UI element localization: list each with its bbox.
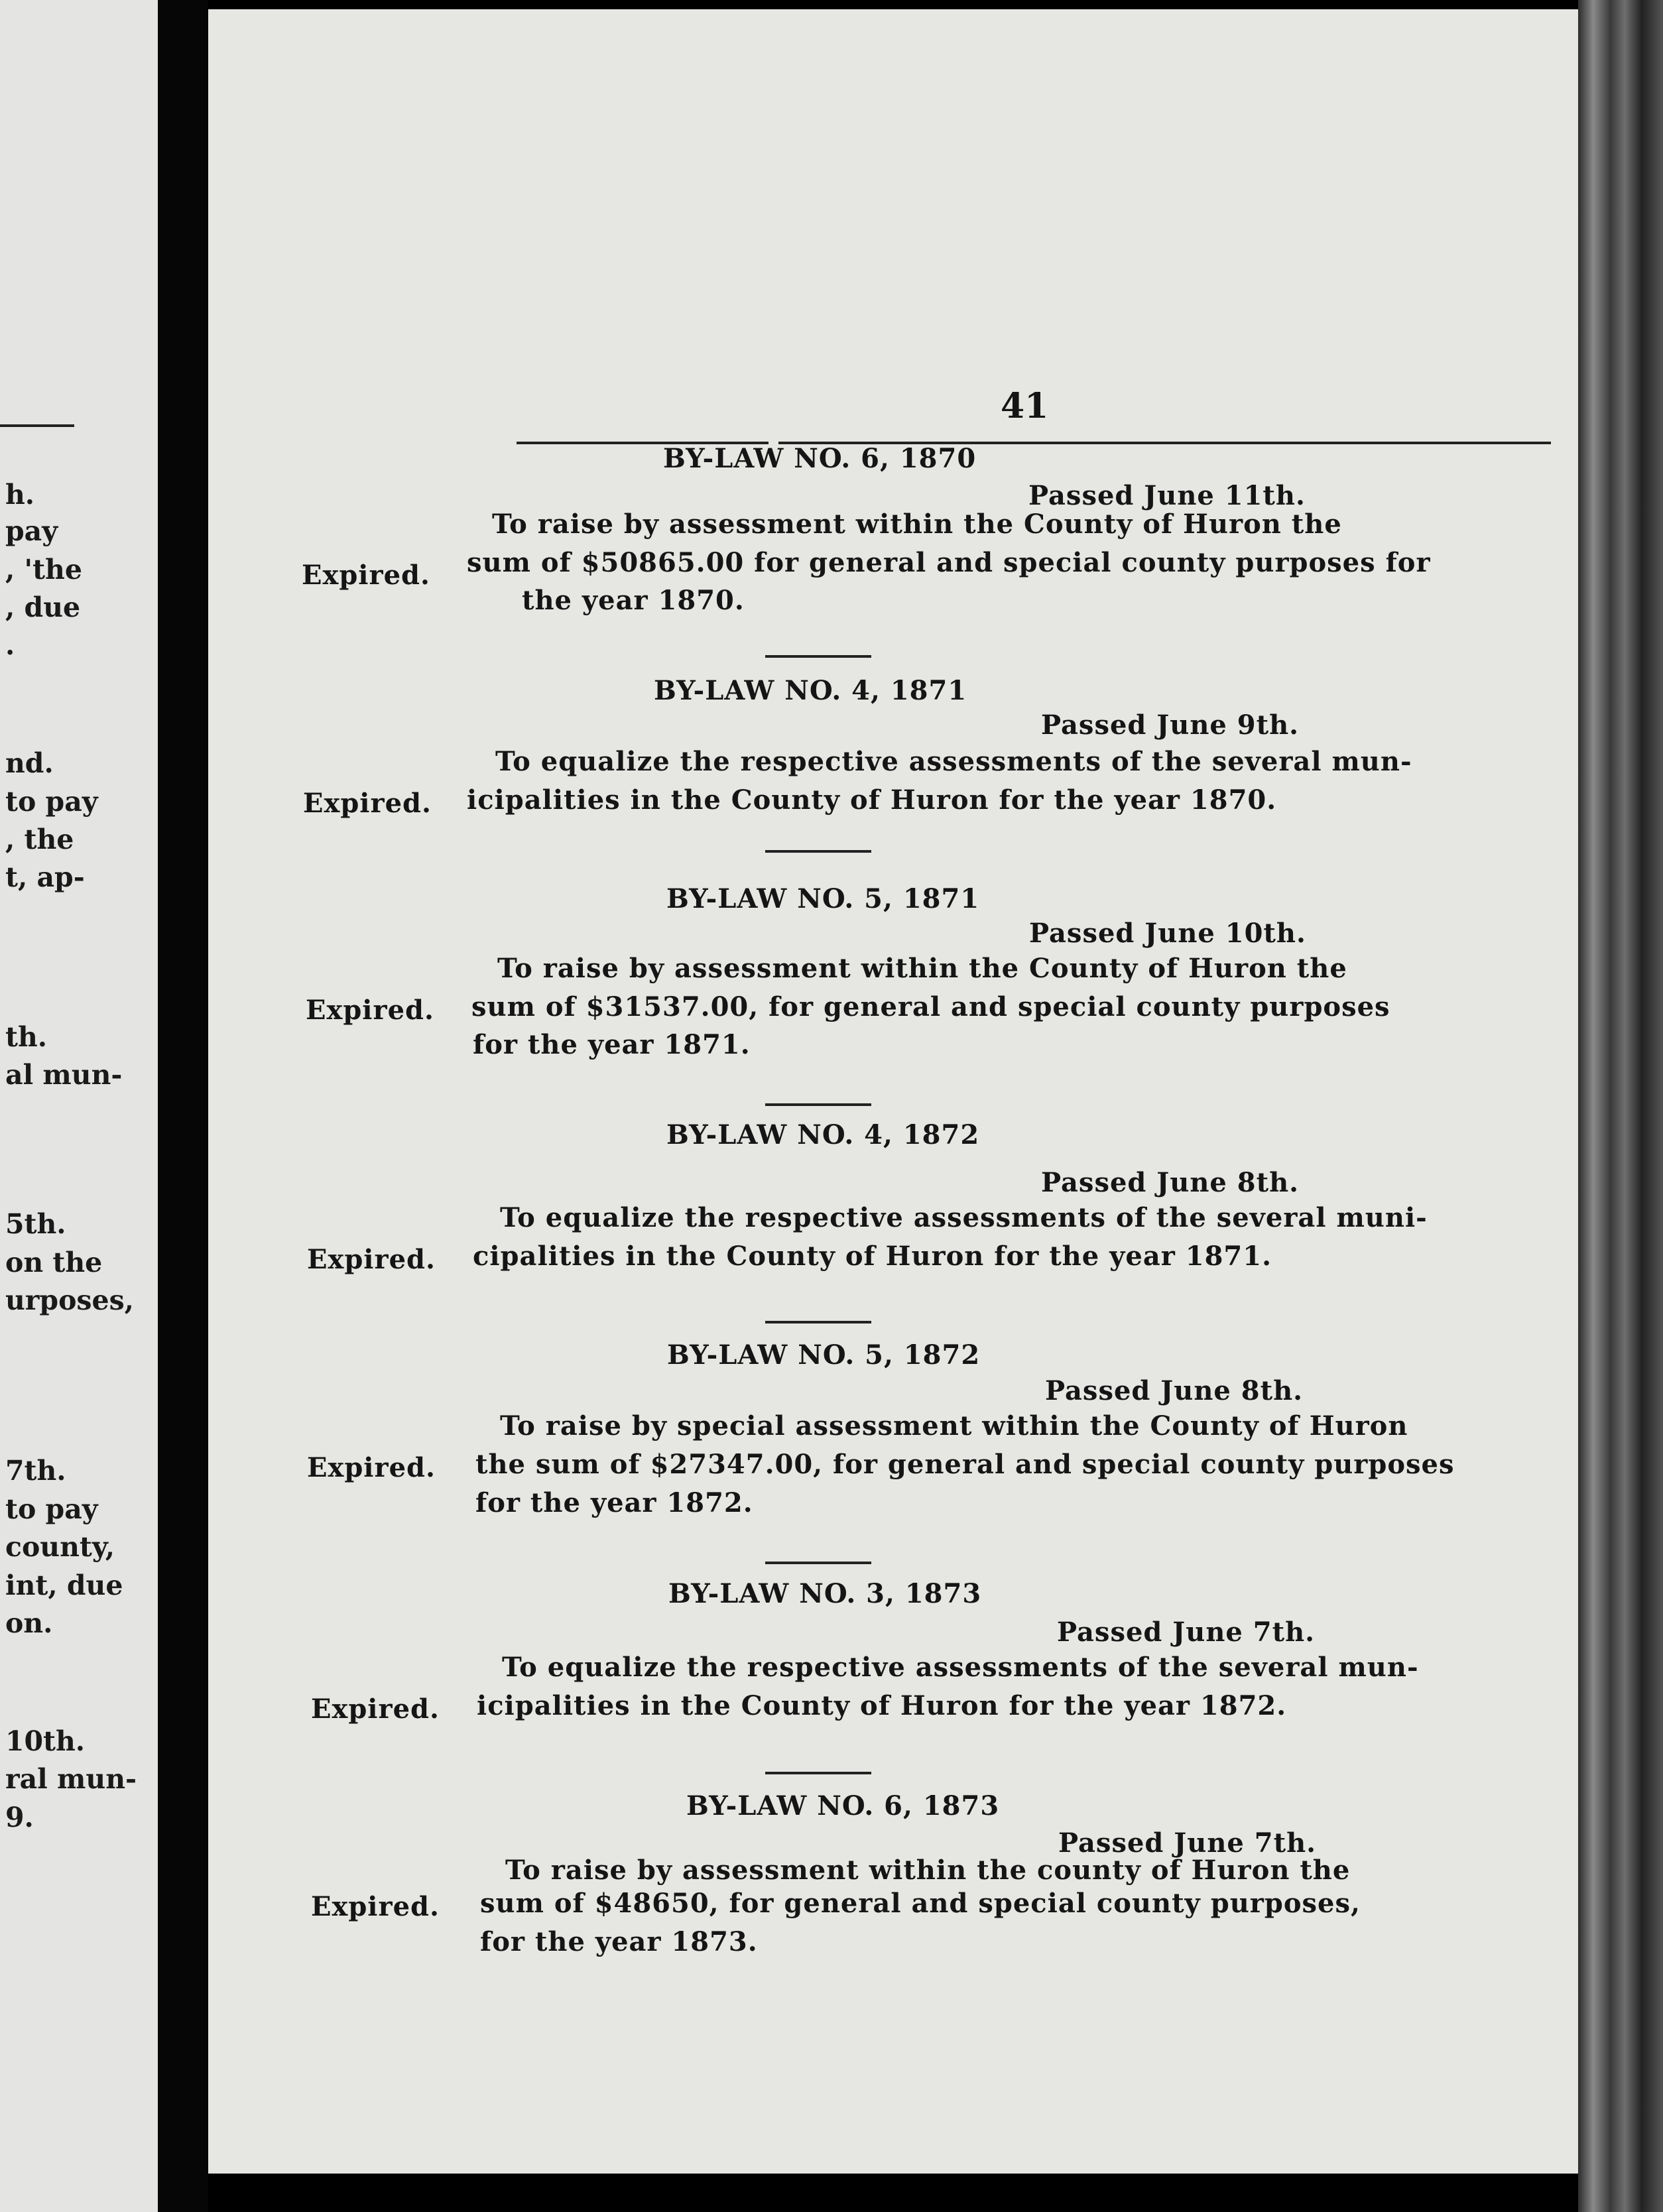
description-line: To raise by assessment within the County of Huron the bbox=[497, 953, 1347, 984]
description-line: To raise by special assessment within the County of Huron bbox=[500, 1410, 1408, 1442]
facing-page-fragment: int, due bbox=[5, 1569, 123, 1601]
facing-page-fragment: urposes, bbox=[5, 1284, 134, 1316]
status-label: Expired. bbox=[302, 560, 430, 591]
description-line: the year 1870. bbox=[522, 585, 745, 616]
facing-page-fragment: , the bbox=[5, 824, 74, 855]
description-line: To raise by assessment within the county of Huron the bbox=[505, 1855, 1351, 1886]
bylaw-title: BY-LAW NO. 4, 1871 bbox=[654, 675, 967, 706]
description-line: sum of $48650, for general and special county purposes, bbox=[480, 1888, 1361, 1919]
page-number: 41 bbox=[1001, 386, 1049, 426]
facing-page-fragment: to pay bbox=[5, 786, 98, 818]
entry-separator bbox=[765, 1103, 871, 1106]
passed-date: Passed June 8th. bbox=[1045, 1375, 1304, 1406]
status-label: Expired. bbox=[311, 1693, 440, 1725]
description-line: To raise by assessment within the County of Huron the bbox=[492, 509, 1342, 540]
page-stack-edge bbox=[1578, 0, 1663, 2212]
entry-separator bbox=[765, 1562, 871, 1564]
bylaw-title: BY-LAW NO. 3, 1873 bbox=[668, 1578, 982, 1609]
description-line: for the year 1873. bbox=[480, 1926, 758, 1957]
passed-date: Passed June 7th. bbox=[1058, 1827, 1317, 1859]
entry-separator bbox=[765, 850, 871, 853]
entry-separator bbox=[765, 655, 871, 658]
facing-page-fragment: , due bbox=[5, 591, 81, 623]
description-line: for the year 1871. bbox=[473, 1029, 751, 1060]
description-line: icipalities in the County of Huron for the year 1870. bbox=[467, 784, 1277, 816]
facing-page-edge bbox=[0, 0, 158, 2212]
status-label: Expired. bbox=[311, 1891, 440, 1922]
passed-date: Passed June 9th. bbox=[1041, 709, 1300, 741]
book-gutter bbox=[158, 0, 208, 2212]
entry-separator bbox=[765, 1772, 871, 1774]
bylaw-title: BY-LAW NO. 6, 1873 bbox=[686, 1790, 1000, 1821]
facing-page-fragment: . bbox=[5, 629, 15, 661]
facing-page-fragment: on the bbox=[5, 1247, 103, 1278]
description-line: To equalize the respective assessments of the several mun- bbox=[502, 1652, 1419, 1683]
status-label: Expired. bbox=[307, 1244, 436, 1275]
passed-date: Passed June 8th. bbox=[1041, 1167, 1300, 1198]
entry-separator bbox=[765, 1321, 871, 1323]
facing-page-fragment: nd. bbox=[5, 747, 54, 779]
description-line: icipalities in the County of Huron for the year 1872. bbox=[477, 1690, 1287, 1721]
facing-page-fragment: th. bbox=[5, 1021, 48, 1053]
facing-page-fragment: county, bbox=[5, 1531, 115, 1563]
facing-page-fragment: , 'the bbox=[5, 554, 82, 585]
facing-page-fragment: h. bbox=[5, 479, 35, 511]
facing-page-fragment: pay bbox=[5, 515, 58, 547]
facing-page-fragment: to pay bbox=[5, 1493, 98, 1525]
book-page bbox=[208, 9, 1578, 2174]
facing-page-fragment: ral mun- bbox=[5, 1763, 137, 1795]
description-line: To equalize the respective assessments of the several muni- bbox=[500, 1202, 1428, 1233]
bylaw-title: BY-LAW NO. 4, 1872 bbox=[666, 1119, 980, 1150]
status-label: Expired. bbox=[307, 1452, 436, 1483]
description-line: the sum of $27347.00, for general and special county purposes bbox=[475, 1449, 1455, 1480]
facing-page-fragment: 7th. bbox=[5, 1455, 66, 1487]
status-label: Expired. bbox=[303, 788, 432, 819]
description-line: cipalities in the County of Huron for the year 1871. bbox=[473, 1241, 1272, 1272]
description-line: sum of $50865.00 for general and special county purposes for bbox=[467, 547, 1431, 578]
bylaw-title: BY-LAW NO. 6, 1870 bbox=[663, 443, 977, 474]
passed-date: Passed June 7th. bbox=[1057, 1617, 1316, 1648]
description-line: sum of $31537.00, for general and special county purposes bbox=[471, 991, 1390, 1022]
facing-page-fragment: al mun- bbox=[5, 1059, 123, 1091]
facing-page-text bbox=[0, 0, 158, 2212]
facing-page-fragment: t, ap- bbox=[5, 861, 85, 893]
bylaw-title: BY-LAW NO. 5, 1871 bbox=[666, 883, 980, 914]
passed-date: Passed June 10th. bbox=[1029, 918, 1306, 949]
bylaw-title: BY-LAW NO. 5, 1872 bbox=[667, 1339, 981, 1371]
facing-page-fragment: 9. bbox=[5, 1802, 34, 1833]
facing-page-fragment: 5th. bbox=[5, 1208, 66, 1240]
status-label: Expired. bbox=[306, 995, 434, 1026]
facing-page-fragment: 10th. bbox=[5, 1725, 86, 1757]
facing-page-fragment: on. bbox=[5, 1607, 53, 1639]
description-line: for the year 1872. bbox=[475, 1487, 753, 1518]
passed-date: Passed June 11th. bbox=[1028, 480, 1306, 511]
description-line: To equalize the respective assessments of the several mun- bbox=[495, 746, 1412, 777]
